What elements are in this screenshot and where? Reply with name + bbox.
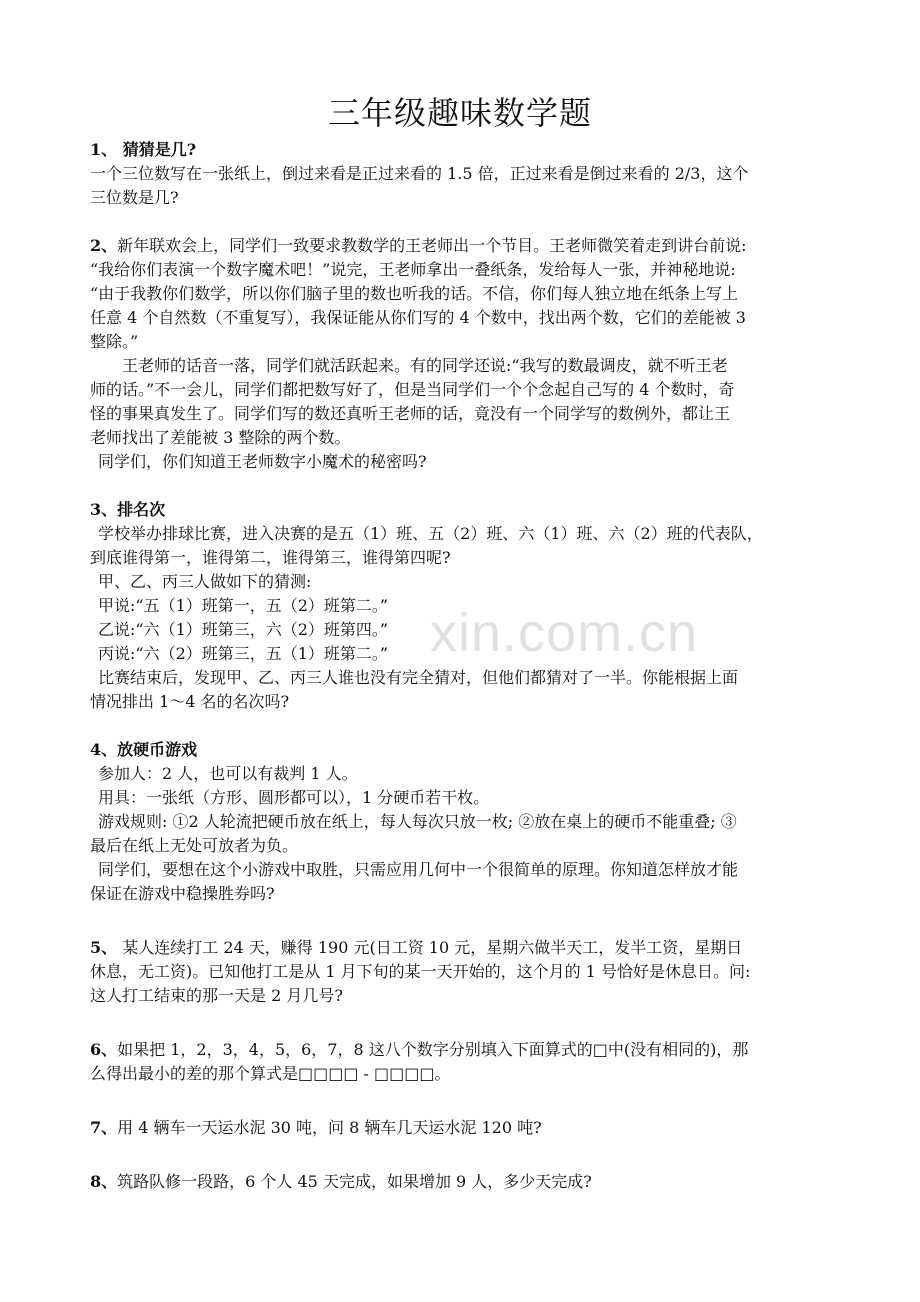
question-6-number: 6、 <box>90 1040 118 1059</box>
question-5-number: 5、 <box>90 938 118 957</box>
question-2-line: 任意 4 个自然数（不重复写），我保证能从你们写的 4 个数中，找出两个数，它们的差能被 3 <box>90 308 746 327</box>
document-body <box>90 138 834 1194</box>
question-3-line: 甲、乙、丙三人做如下的猜测: <box>98 572 312 591</box>
question-5 <box>90 936 834 1008</box>
question-4-line: 用具：一张纸（方形、圆形都可以），1 分硬币若干枚。 <box>98 788 490 807</box>
question-3-line: 甲说:“五（1）班第一，五（2）班第二。” <box>98 596 389 615</box>
question-2-line: 王老师的话音一落，同学们就活跃起来。有的同学还说:“我写的数最调皮，就不听王老 <box>122 356 728 375</box>
question-2-line: 怪的事果真发生了。同学们写的数还真听王老师的话，竟没有一个同学写的数例外，都让王 <box>90 404 731 423</box>
question-4-line: 同学们，要想在这个小游戏中取胜，只需应用几何中一个很简单的原理。你知道怎样放才能 <box>98 860 739 879</box>
question-7-line <box>90 1116 834 1140</box>
question-2-line: 同学们，你们知道王老师数字小魔术的秘密吗? <box>98 452 427 471</box>
question-6-text: 如果把 1，2，3，4，5，6，7，8 这八个数字分别填入下面算式的□中(没有相同的)，那 <box>117 1040 749 1059</box>
question-5-line: 休息，无工资)。已知他打工是从 1 月下旬的某一天开始的，这个月的 1 号恰好是休息日。问: <box>90 962 751 981</box>
question-8-number: 8、 <box>90 1172 118 1191</box>
question-3-line: 情况排出 1～4 名的名次吗? <box>90 692 290 711</box>
question-2-line <box>90 234 834 258</box>
question-7 <box>90 1116 834 1140</box>
question-4-line: 最后在纸上无处可放者为负。 <box>90 836 299 855</box>
question-2-line: 整除。” <box>90 332 139 351</box>
question-1 <box>90 138 834 210</box>
question-2-line: “由于我教你们数学，所以你们脑子里的数也听我的话。不信，你们每人独立地在纸条上写上 <box>90 284 739 303</box>
question-1-line: 一个三位数写在一张纸上，倒过来看是正过来看的 1.5 倍，正过来看是倒过来看的 2/3，这个 <box>90 164 749 183</box>
question-1-line: 三位数是几? <box>90 188 179 207</box>
question-3-line: 乙说:“六（1）班第三，六（2）班第四。” <box>98 620 389 639</box>
question-2-line: 师的话。”不一会儿，同学们都把数写好了，但是当同学们一个个念起自己写的 4 个数时，奇 <box>90 380 735 399</box>
question-5-line <box>90 936 834 960</box>
question-4-heading: 4、放硬币游戏 <box>90 740 198 759</box>
question-4-line: 参加人：2 人，也可以有裁判 1 人。 <box>98 764 358 783</box>
question-4-line: 游戏规则: ①2 人轮流把硬币放在纸上，每人每次只放一枚; ②放在桌上的硬币不能重叠; ③ <box>98 812 737 831</box>
question-2-line: 老师找出了差能被 3 整除的两个数。 <box>90 428 351 447</box>
question-3-line: 学校举办排球比赛，进入决赛的是五（1）班、五（2）班、六（1）班、六（2）班的代表队， <box>98 524 763 543</box>
question-3-heading: 3、排名次 <box>90 500 166 519</box>
question-8 <box>90 1170 834 1194</box>
question-7-text: 用 4 辆车一天运水泥 30 吨，问 8 辆车几天运水泥 120 吨? <box>117 1118 542 1137</box>
question-5-line: 这人打工结束的那一天是 2 月几号? <box>90 986 343 1005</box>
question-6 <box>90 1038 834 1086</box>
question-8-line <box>90 1170 834 1194</box>
question-4-line: 保证在游戏中稳操胜券吗? <box>90 884 275 903</box>
question-6-line <box>90 1038 834 1062</box>
watermark: xin.com.cn <box>430 603 699 663</box>
question-2 <box>90 234 834 474</box>
question-6-line: 么得出最小的差的那个算式是□□□□ - □□□□。 <box>90 1064 451 1083</box>
question-4 <box>90 738 834 906</box>
page-title: 三年级趣味数学题 <box>327 94 592 132</box>
question-7-number: 7、 <box>90 1118 118 1137</box>
question-3 <box>90 498 834 714</box>
question-2-number: 2、 <box>90 236 118 255</box>
question-2-line: “我给你们表演一个数字魔术吧！”说完，王老师拿出一叠纸条，发给每人一张，并神秘地说: <box>90 260 736 279</box>
question-5-text: 某人连续打工 24 天，赚得 190 元(日工资 10 元，星期六做半天工，发半工资，星期日 <box>117 938 743 957</box>
question-3-line: 到底谁得第一，谁得第二，谁得第三，谁得第四呢? <box>90 548 451 567</box>
question-8-text: 筑路队修一段路，6 个人 45 天完成，如果增加 9 人，多少天完成? <box>117 1172 592 1191</box>
question-3-line: 比赛结束后，发现甲、乙、丙三人谁也没有完全猜对，但他们都猜对了一半。你能根据上面 <box>98 668 739 687</box>
question-1-heading: 1、 猜猜是几? <box>90 140 197 159</box>
question-2-text: 新年联欢会上，同学们一致要求教数学的王老师出一个节目。王老师微笑着走到讲台前说: <box>117 236 747 255</box>
question-3-line: 丙说:“六（2）班第三，五（1）班第二。” <box>98 644 389 663</box>
